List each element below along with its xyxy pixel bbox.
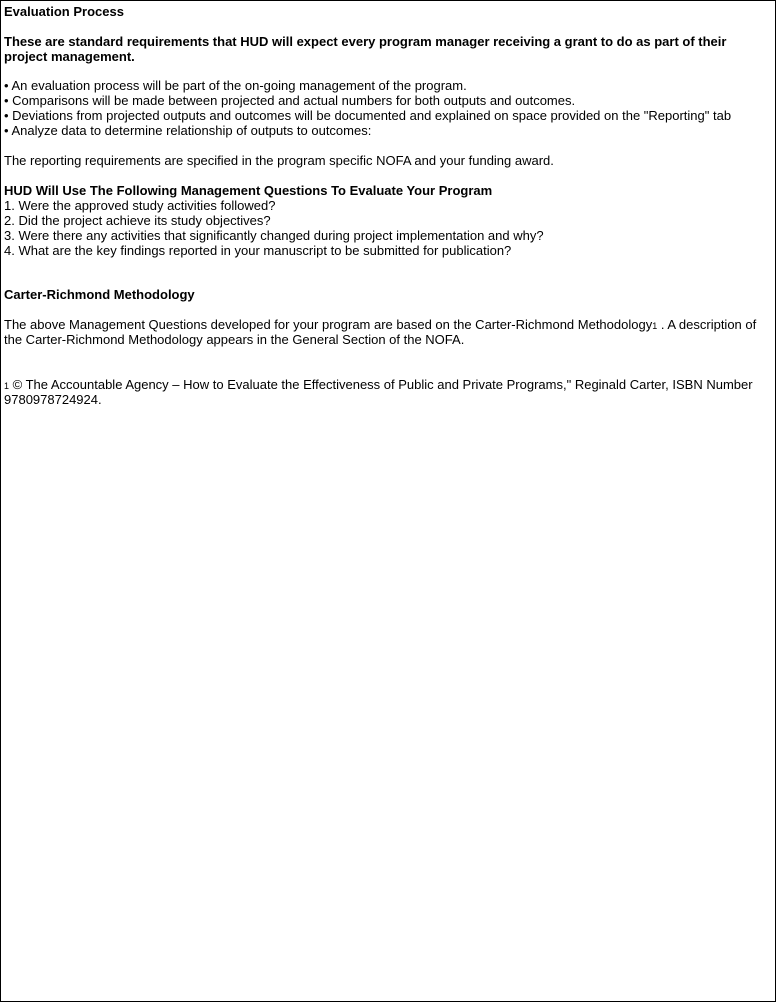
- bullet-item: • Comparisons will be made between projected and actual numbers for both outputs and outcomes.: [4, 93, 576, 108]
- reporting-note: The reporting requirements are specified in the program specific NOFA and your funding award.: [4, 153, 554, 168]
- question-item: 2. Did the project achieve its study objectives?: [4, 213, 271, 228]
- footnote-reference: 1: [652, 321, 658, 331]
- methodology-heading: Carter-Richmond Methodology: [4, 287, 195, 302]
- footnote-marker: 1: [4, 381, 10, 391]
- section-title: Evaluation Process: [4, 4, 124, 19]
- methodology-paragraph: [4, 317, 772, 347]
- footnote-paragraph: [4, 377, 772, 407]
- intro-paragraph: These are standard requirements that HUD will expect every program manager receiving a grant to do as part of their project management.: [4, 34, 727, 64]
- bullet-item: • Analyze data to determine relationship of outputs to outcomes:: [4, 123, 372, 138]
- question-item: 4. What are the key findings reported in your manuscript to be submitted for publication?: [4, 243, 512, 258]
- methodology-text: The above Management Questions developed for your program are based on the Carter-Richmond Methodology: [4, 317, 653, 332]
- bullet-item: • Deviations from projected outputs and outcomes will be documented and explained on space provided on the "Reporting" tab: [4, 108, 732, 123]
- question-item: 3. Were there any activities that significantly changed during project implementation and why?: [4, 228, 544, 243]
- footnote-text: © The Accountable Agency – How to Evaluate the Effectiveness of Public and Private Programs," Reginald Carter, ISBN Number 9780978724924.: [4, 377, 753, 407]
- methodology-text-continued: . A description of the Carter-Richmond Methodology appears in the General Section of the NOFA.: [4, 317, 757, 347]
- question-item: 1. Were the approved study activities followed?: [4, 198, 276, 213]
- bullet-item: • An evaluation process will be part of the on-going management of the program.: [4, 78, 467, 93]
- questions-heading: HUD Will Use The Following Management Questions To Evaluate Your Program: [4, 183, 493, 198]
